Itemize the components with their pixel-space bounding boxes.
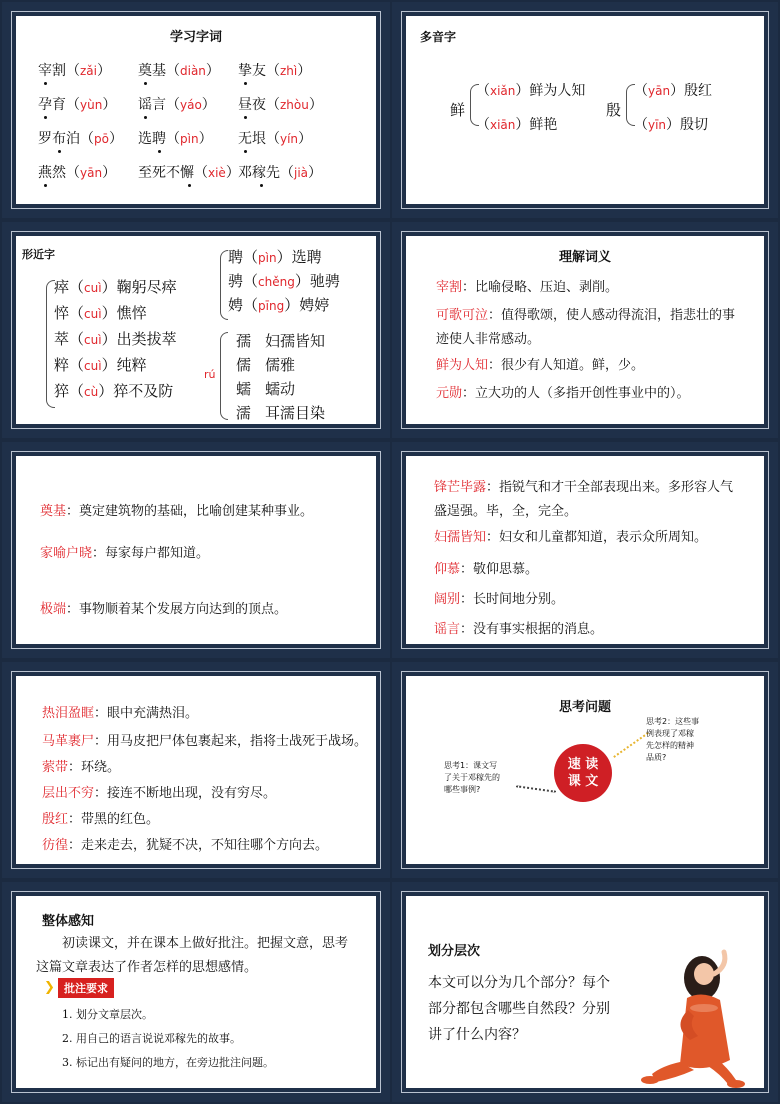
para-line-2: 这篇文章表达了作者怎样的思想感情。 (36, 960, 258, 975)
entry-3: 仰慕：敬仰思慕。 (434, 562, 539, 577)
slide-think-questions (392, 662, 778, 878)
entry-2-cont: 迹使人非常感动。 (436, 332, 541, 347)
entry-1: 热泪盈眶：眼中充满热泪。 (42, 706, 199, 721)
slide-title: 思考问题 (558, 700, 611, 715)
entry-4: 层出不穷：接连不断地出现，没有穷尽。 (42, 786, 277, 801)
emphasis-dot (44, 116, 47, 119)
word-item: 谣言（yáo） (138, 97, 216, 113)
slide-card (406, 236, 764, 424)
annotation-tag: 批注要求 (58, 978, 114, 998)
similar-char-row: 娉（pīng）娉婷 (228, 296, 330, 314)
similar-char-row: 瘁（cuì）鞠躬尽瘁 (54, 278, 177, 296)
entry-1: 锋芒毕露：指锐气和才干全部表现出来。多形容人气 (434, 480, 734, 495)
connector-left (516, 785, 556, 793)
emphasis-dot (44, 82, 47, 85)
question-line-3: 讲了什么内容？ (428, 1027, 526, 1043)
slide-title: 多音字 (420, 30, 457, 44)
word-item: 至死不懈（xiè） (138, 165, 240, 181)
entry-3: 萦带：环绕。 (42, 760, 121, 775)
para-line-1: 初读课文，并在课本上做好批注。把握文意，思考 (62, 936, 349, 951)
slide-title: 整体感知 (42, 914, 95, 929)
char-xian: 鲜 (450, 101, 466, 119)
entry-2: 马革裹尸：用马皮把尸体包裹起来，指将士战死于战场。 (42, 734, 368, 749)
emphasis-dot (244, 82, 247, 85)
entry-3: 极端：事物顺着某个发展方向达到的顶点。 (40, 602, 288, 617)
entry-2: 妇孺皆知：妇女和儿童都知道，表示众所周知。 (434, 530, 708, 545)
similar-char-row: 濡 耳濡目染 (236, 404, 326, 422)
word-item: 选聘（pìn） (138, 131, 213, 147)
slide-card (16, 236, 376, 424)
word-item: 昼夜（zhòu） (238, 97, 323, 113)
emphasis-dot (144, 116, 147, 119)
slide-card (16, 676, 376, 864)
slide-title: 理解词义 (558, 250, 611, 265)
entry-1: 宰割：比喻侵略、压迫、剥削。 (436, 280, 619, 295)
question-line-1: 本文可以分为几个部分？每个 (428, 975, 610, 991)
slide-similar-chars (2, 222, 390, 438)
py-row-4: （yīn）殷切 (634, 117, 709, 133)
emphasis-dot (144, 82, 147, 85)
entry-4: 阔别：长时间地分别。 (434, 592, 565, 607)
chevron-right-icon: ❯ (44, 980, 55, 995)
char-yin: 殷 (606, 101, 622, 119)
entry-1-cont: 盛逞强。毕，全，完全。 (434, 504, 578, 519)
req-2: 2. 用自己的语言说说邓稼先的故事。 (62, 1032, 241, 1045)
entry-4: 元勋：立大功的人（多指开创性事业中的）。 (436, 386, 690, 401)
slide-card (16, 456, 376, 644)
word-item: 无垠（yín） (238, 131, 313, 147)
emphasis-dot (58, 150, 61, 153)
similar-char-row: 猝（cù）猝不及防 (54, 382, 174, 400)
py-row-3: （yān）殷红 (634, 83, 713, 99)
word-item: 孕育（yùn） (38, 97, 117, 113)
slide-card (16, 896, 376, 1088)
slide-study-words (2, 2, 390, 218)
req-1: 1. 划分文章层次。 (62, 1008, 153, 1021)
entry-2: 可歌可泣：值得歌颂，使人感动得流泪，指悲壮的事 (436, 308, 736, 323)
slide-title: 划分层次 (428, 944, 481, 959)
similar-char-row: 骋（chěng）驰骋 (228, 272, 340, 290)
entry-2: 家喻户晓：每家每户都知道。 (40, 546, 210, 561)
brace-pin (220, 250, 228, 320)
similar-char-row: 孺 妇孺皆知 (236, 332, 326, 350)
similar-char-row: 蠕 蠕动 (236, 380, 296, 398)
slide-title: 形近字 (22, 248, 55, 261)
entry-5: 谣言：没有事实根据的消息。 (434, 622, 604, 637)
slide-card (406, 896, 764, 1088)
word-item: 邓稼先（jià） (238, 165, 323, 181)
similar-char-row: 悴（cuì）憔悴 (54, 304, 147, 322)
connector-right (613, 732, 649, 758)
slide-word-meanings-4 (2, 662, 390, 878)
slide-card (16, 16, 376, 204)
slide-card (406, 456, 764, 644)
question-1: 思考1：课文写 了关于邓稼先的 哪些事例? (444, 761, 500, 794)
word-item: 罗布泊（pō） (38, 131, 123, 147)
emphasis-dot (44, 184, 47, 187)
word-item: 燕然（yān） (38, 165, 117, 181)
entry-3: 鲜为人知：很少有人知道。鲜，少。 (436, 358, 645, 373)
word-item: 挚友（zhì） (238, 63, 312, 79)
emphasis-dot (244, 150, 247, 153)
entry-6: 彷徨：走来走去，犹疑不决，不知往哪个方向去。 (42, 838, 329, 853)
word-item: 宰割（zǎi） (38, 63, 111, 79)
emphasis-dot (244, 116, 247, 119)
slide-word-meanings-1 (392, 222, 778, 438)
thinking-girl-illustration (632, 940, 764, 1088)
speed-read-circle: 速 读 课 文 (554, 744, 612, 802)
slide-divide-sections (392, 882, 778, 1102)
similar-char-row: 萃（cuì）出类拔萃 (54, 330, 177, 348)
slide-title: 学习字词 (169, 30, 222, 45)
similar-char-row: 粹（cuì）纯粹 (54, 356, 147, 374)
slide-card (406, 16, 764, 204)
similar-char-row: 儒 儒雅 (236, 356, 296, 374)
slide-card (406, 676, 764, 864)
question-2: 思考2：这些事 例表现了邓稼 先怎样的精神 品质? (646, 717, 700, 762)
py-row-2: （xiān）鲜艳 (476, 117, 558, 133)
emphasis-dot (260, 184, 263, 187)
py-row-1: （xiǎn）鲜为人知 (476, 83, 586, 99)
emphasis-dot (158, 150, 161, 153)
similar-char-row: 聘（pìn）选聘 (228, 248, 322, 266)
entry-1: 奠基：奠定建筑物的基础，比喻创建某种事业。 (40, 504, 314, 519)
slide-overall-perception (2, 882, 390, 1102)
slide-polyphones (392, 2, 778, 218)
brace-ru (220, 332, 228, 420)
py-ru: rú (204, 368, 216, 381)
req-3: 3. 标记出有疑问的地方，在旁边批注问题。 (62, 1056, 274, 1069)
question-line-2: 部分都包含哪些自然段？分别 (428, 1001, 610, 1017)
slide-word-meanings-3 (392, 442, 778, 658)
word-item: 奠基（diàn） (138, 63, 220, 79)
entry-5: 殷红：带黑的红色。 (42, 812, 160, 827)
emphasis-dot (188, 184, 191, 187)
slide-word-meanings-2 (2, 442, 390, 658)
